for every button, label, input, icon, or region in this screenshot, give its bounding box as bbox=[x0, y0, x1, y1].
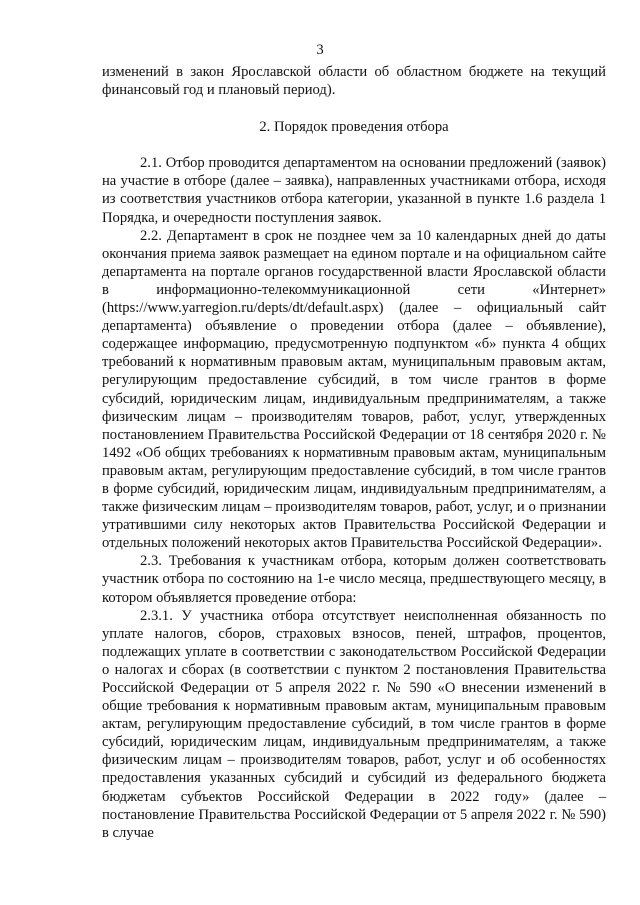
document-body bbox=[102, 63, 606, 842]
paragraph-2-1: 2.1. Отбор проводится департаментом на основании предложений (заявок) на участие в отборе (далее – заявка), направленных участниками отбора, исходя из соответствия участников отбора категории, указанной в пункте 1.6 раздела 1 Порядка, и очередности поступления заявок. bbox=[102, 155, 606, 226]
section-heading: 2. Порядок проведения отбора bbox=[259, 119, 449, 136]
continuation-paragraph: изменений в закон Ярославской области об областном бюджете на текущий финансовый год и плановый период). bbox=[102, 64, 606, 99]
page-number: 3 bbox=[316, 42, 324, 58]
paragraph-2-2: 2.2. Департамент в срок не позднее чем за 10 календарных дней до даты окончания приема заявок размещает на едином портале и на официальном сайте департамента на портале органов государственной власти Ярославской области в информационно-телекоммуникационной сети «Интернет» (https://www.yarregion.ru/depts/dt/default.aspx) (далее – официальный сайт департамента) объявление о проведении отбора (далее – объявление), содержащее информацию, предусмотренную подпунктом «б» пункта 4 общих требований к нормативным правовым актам, муниципальным правовым актам, регулирующим предоставление субсидий, в том числе грантов в форме субсидий, юридическим лицам, индивидуальным предпринимателям, а также физическим лицам – производителям товаров, работ, услуг, утвержденных постановлением Правительства Российской Федерации от 18 сентября 2020 г. № 1492 «Об общих требованиях к нормативным правовым актам, муниципальным правовым актам, регулирующим предоставление субсидий, в том числе грантов в форме субсидий, юридическим лицам, индивидуальным предпринимателям, а также физическим лицам – производителям товаров, работ, услуг, и о признании утратившими силу некоторых актов Правительства Российской Федерации и отдельных положений некоторых актов Правительства Российской Федерации». bbox=[102, 227, 606, 552]
paragraph-2-3-1: 2.3.1. У участника отбора отсутствует неисполненная обязанность по уплате налогов, сборов, страховых взносов, пеней, штрафов, процентов, подлежащих уплате в соответствии с законодательством Российской Федерации о налогах и сборах (в соответствии с пунктом 2 постановления Правительства Российской Федерации от 5 апреля 2022 г. № 590 «О внесении изменений в общие требования к нормативным правовым актам, муниципальным правовым актам, регулирующим предоставление субсидий, в том числе грантов в форме субсидий, юридическим лицам, индивидуальным предпринимателям, а также физическим лицам – производителям товаров, работ, услуг и об особенностях предоставления указанных субсидий и субсидий из федерального бюджета бюджетам субъектов Российской Федерации в 2022 году» (далее – постановление Правительства Российской Федерации от 5 апреля 2022 г. № 590) в случае bbox=[102, 607, 606, 841]
paragraph-2-3: 2.3. Требования к участникам отбора, которым должен соответствовать участник отбора по состоянию на 1-е число месяца, предшествующего месяцу, в котором объявляется проведение отбора: bbox=[102, 553, 606, 606]
